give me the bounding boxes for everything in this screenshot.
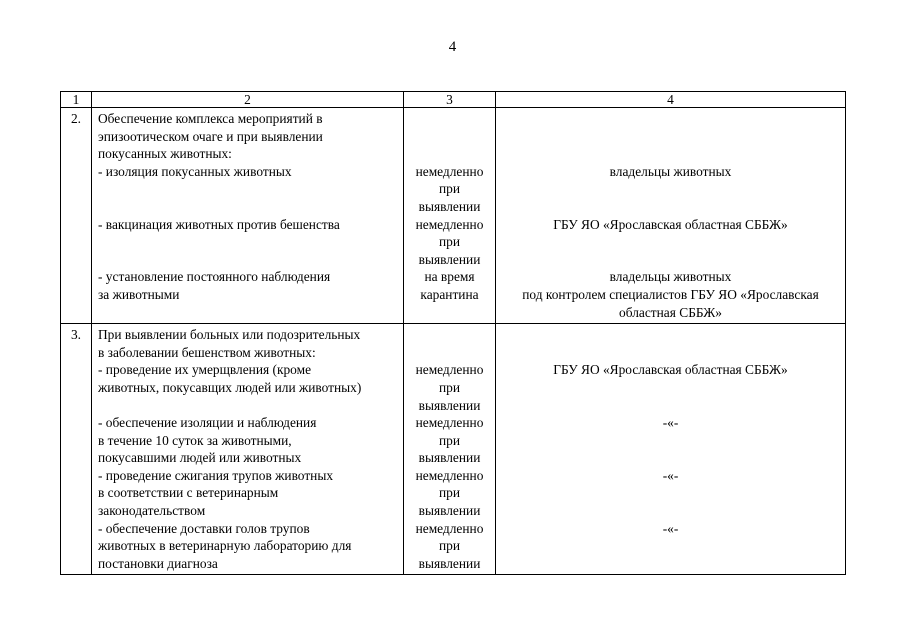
term-line: немедленно xyxy=(415,216,484,232)
measure-item-line: постановки диагноза xyxy=(98,555,218,571)
term-line xyxy=(404,304,495,322)
blank-line xyxy=(404,344,495,362)
measure-item-line xyxy=(98,251,403,269)
responsible-line xyxy=(496,555,845,573)
document-table xyxy=(60,91,846,575)
table-header-row xyxy=(61,92,846,108)
measure-item-line xyxy=(98,180,403,198)
blank-line xyxy=(496,326,845,344)
measure-item-line: законодательством xyxy=(98,503,206,519)
responsible-line: ГБУ ЯО «Ярославская областная СББЖ» xyxy=(553,362,788,378)
term-line: при xyxy=(438,234,461,250)
responsible-cell xyxy=(496,324,846,575)
responsible-line xyxy=(496,198,845,216)
term-cell xyxy=(404,108,496,324)
blank-line xyxy=(404,128,495,146)
responsible-line: владельцы животных xyxy=(609,163,732,179)
term-line: выявлении xyxy=(418,397,481,413)
responsible-line: -«- xyxy=(662,415,679,431)
blank-line xyxy=(404,326,495,344)
term-line: выявлении xyxy=(418,251,481,267)
measure-item-line xyxy=(98,233,403,251)
measure-item-line: - проведение их умерщвления (кроме xyxy=(98,362,312,378)
term-line: выявлении xyxy=(418,503,481,519)
measure-intro-line: эпизоотическом очаге и при выявлении xyxy=(98,128,323,144)
term-line: карантина xyxy=(420,286,479,302)
measure-intro-line: При выявлении больных или подозрительных xyxy=(98,327,361,343)
term-line: при xyxy=(438,432,461,448)
responsible-line xyxy=(496,432,845,450)
term-cell xyxy=(404,324,496,575)
term-line: при xyxy=(438,485,461,501)
responsible-line xyxy=(496,233,845,251)
responsible-line xyxy=(496,537,845,555)
responsible-line: -«- xyxy=(662,520,679,536)
term-line: немедленно xyxy=(415,415,484,431)
term-line: выявлении xyxy=(418,555,481,571)
responsible-line xyxy=(496,449,845,467)
term-line: немедленно xyxy=(415,520,484,536)
blank-line xyxy=(496,145,845,163)
table-row xyxy=(61,324,846,575)
measure-item-line: - вакцинация животных против бешенства xyxy=(98,216,340,232)
term-line: выявлении xyxy=(418,450,481,466)
header-cell-3: 3 xyxy=(404,92,496,108)
measure-item-line: - изоляция покусанных животных xyxy=(98,163,292,179)
measure-item-line: животных в ветеринарную лабораторию для xyxy=(98,538,352,554)
measure-item-line: - обеспечение доставки голов трупов xyxy=(98,520,310,536)
row-number: 3. xyxy=(61,324,92,575)
measure-cell xyxy=(92,108,404,324)
blank-line xyxy=(404,145,495,163)
responsible-line: под контролем специалистов ГБУ ЯО «Ярославская xyxy=(522,286,819,302)
measure-item-line: - установление постоянного наблюдения xyxy=(98,269,331,285)
measure-item-line xyxy=(98,304,403,322)
measure-item-line: в течение 10 суток за животными, xyxy=(98,432,292,448)
term-line: немедленно xyxy=(415,163,484,179)
header-cell-4: 4 xyxy=(496,92,846,108)
term-line: немедленно xyxy=(415,362,484,378)
responsible-line xyxy=(496,180,845,198)
measure-item-line: за животными xyxy=(98,286,180,302)
responsible-line xyxy=(496,484,845,502)
term-line: выявлении xyxy=(418,198,481,214)
term-line: немедленно xyxy=(415,467,484,483)
measure-item-line xyxy=(98,397,403,415)
term-line: при xyxy=(438,181,461,197)
responsible-line xyxy=(496,397,845,415)
measure-intro-line: в заболевании бешенством животных: xyxy=(98,344,316,360)
measure-cell xyxy=(92,324,404,575)
blank-line xyxy=(496,344,845,362)
measure-item-line: - обеспечение изоляции и наблюдения xyxy=(98,415,317,431)
page-number: 4 xyxy=(448,39,457,55)
responsible-line: ГБУ ЯО «Ярославская областная СББЖ» xyxy=(553,216,788,232)
responsible-line xyxy=(496,502,845,520)
header-cell-2: 2 xyxy=(92,92,404,108)
measure-item-line xyxy=(98,198,403,216)
table-row xyxy=(61,108,846,324)
term-line: на время xyxy=(424,269,475,285)
responsible-line xyxy=(496,251,845,269)
term-line: при xyxy=(438,538,461,554)
responsible-line: областная СББЖ» xyxy=(619,304,722,320)
measure-item-line: покусавшими людей или животных xyxy=(98,450,302,466)
measure-item-line: - проведение сжигания трупов животных xyxy=(98,467,334,483)
measure-intro-line: Обеспечение комплекса мероприятий в xyxy=(98,111,323,126)
responsible-line xyxy=(496,379,845,397)
measure-item-line: животных, покусавщих людей или животных) xyxy=(98,379,362,395)
responsible-line: владельцы животных xyxy=(609,269,732,285)
measure-intro-line: покусанных животных: xyxy=(98,146,232,162)
term-line: при xyxy=(438,379,461,395)
responsible-line: -«- xyxy=(662,467,679,483)
blank-line xyxy=(496,128,845,146)
blank-line xyxy=(496,110,845,128)
header-cell-1: 1 xyxy=(61,92,92,108)
blank-line xyxy=(404,110,495,128)
row-number: 2. xyxy=(61,108,92,324)
responsible-cell xyxy=(496,108,846,324)
measure-item-line: в соответствии с ветеринарным xyxy=(98,485,279,501)
